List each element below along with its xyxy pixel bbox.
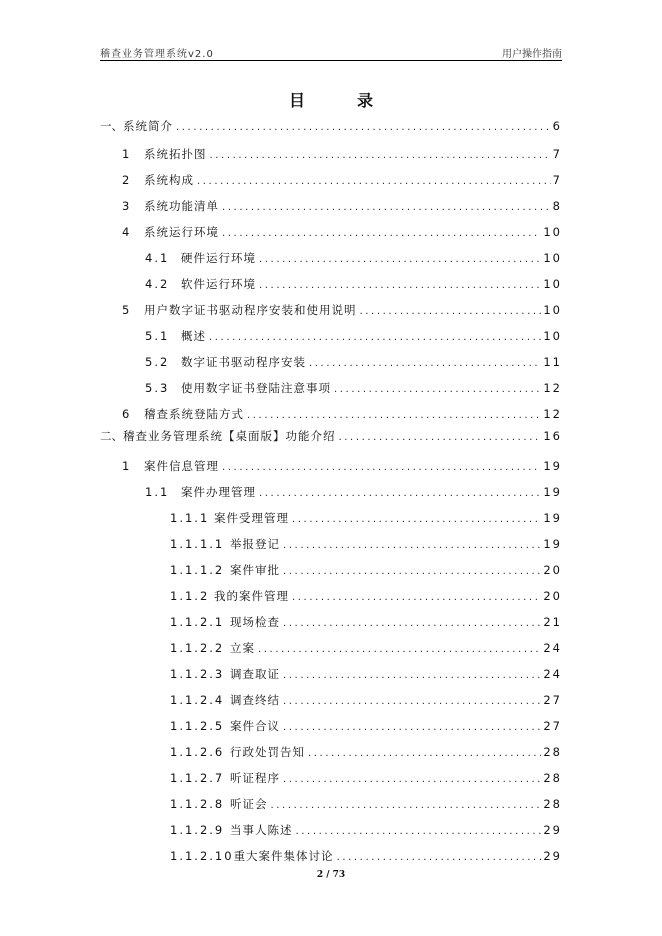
toc-entry-page: 8	[552, 199, 562, 213]
toc-entry-number: 4	[122, 225, 130, 239]
toc-entry[interactable]	[122, 172, 562, 188]
toc-entry-page: 11	[543, 355, 562, 369]
toc-entry-page: 7	[552, 173, 562, 187]
toc-leader-dots	[197, 176, 551, 187]
toc-entry-page: 28	[543, 745, 562, 759]
header-guide-title: 用户操作指南	[502, 49, 562, 60]
toc-leader-dots	[360, 306, 542, 317]
toc-entry-number: 1.1.2.7	[170, 771, 225, 785]
toc-leader-dots	[309, 358, 541, 369]
toc-entry[interactable]	[122, 458, 562, 474]
toc-entry-number: 3	[122, 199, 130, 213]
toc-entry-number: 5.2	[145, 355, 170, 369]
toc-entry[interactable]	[122, 406, 562, 422]
toc-entry-label: 数字证书驱动程序安装	[181, 355, 306, 369]
toc-entry[interactable]	[170, 770, 562, 786]
toc-entry[interactable]	[170, 510, 562, 526]
toc-entry[interactable]	[170, 666, 562, 682]
toc-leader-dots	[259, 254, 541, 265]
toc-leader-dots	[259, 280, 541, 291]
toc-leader-dots	[259, 488, 541, 499]
header-doc-title: 稽查业务管理系统v2.0	[100, 49, 214, 60]
toc-entry-label: 听证会	[230, 797, 268, 811]
toc-entry-number: 5.1	[145, 329, 170, 343]
toc-entry[interactable]	[100, 428, 562, 444]
toc-entry-label: 硬件运行环境	[181, 251, 256, 265]
toc-entry-page: 19	[543, 459, 562, 473]
toc-entry-page: 27	[543, 693, 562, 707]
toc-entry-label: 用户数字证书驱动程序安装和使用说明	[144, 303, 357, 317]
toc-leader-dots	[334, 384, 541, 395]
toc-entry-label: 使用数字证书登陆注意事项	[181, 381, 331, 395]
toc-entry-number: 1.1.1	[170, 511, 210, 525]
toc-entry[interactable]	[145, 276, 562, 292]
toc-entry-number: 4.1	[145, 251, 170, 265]
toc-leader-dots	[283, 540, 541, 551]
toc-entry-number: 1	[122, 459, 130, 473]
toc-entry[interactable]	[170, 562, 562, 578]
toc-entry-label: 调查取证	[230, 667, 280, 681]
toc-entry-number: 1.1.2	[170, 589, 210, 603]
toc-entry[interactable]	[145, 354, 562, 370]
toc-entry[interactable]	[170, 640, 562, 656]
toc-entry-number: 一、	[100, 119, 123, 133]
toc-entry-page: 12	[543, 381, 562, 395]
toc-entry[interactable]	[145, 484, 562, 500]
toc-entry[interactable]	[170, 796, 562, 812]
toc-entry-page: 19	[543, 537, 562, 551]
toc-leader-dots	[210, 150, 551, 161]
toc-entry-number: 1.1.2.9	[170, 823, 225, 837]
toc-entry-number: 二、	[100, 429, 123, 443]
toc-entry-label: 案件受理管理	[214, 511, 289, 525]
toc-entry-label: 调查终结	[230, 693, 280, 707]
toc-leader-dots	[247, 410, 541, 421]
toc-entry-label: 听证程序	[230, 771, 280, 785]
toc-leader-dots	[296, 826, 542, 837]
toc-entry-page: 20	[543, 589, 562, 603]
toc-entry-label: 概述	[181, 329, 206, 343]
toc-entry-page: 27	[543, 719, 562, 733]
toc-entry-label: 立案	[230, 641, 255, 655]
toc-entry-page: 12	[543, 407, 562, 421]
toc-leader-dots	[222, 202, 551, 213]
toc-entry-number: 5.3	[145, 381, 170, 395]
toc-entry-label: 重大案件集体讨论	[233, 849, 334, 863]
toc-leader-dots	[308, 748, 541, 759]
toc-entry-label: 案件合议	[230, 719, 280, 733]
toc-entry[interactable]	[170, 848, 562, 864]
toc-entry-label: 系统功能清单	[144, 199, 219, 213]
toc-entry[interactable]	[170, 692, 562, 708]
toc-entry-label: 现场检查	[230, 615, 280, 629]
toc-entry-number: 4.2	[145, 277, 170, 291]
toc-entry-page: 28	[543, 797, 562, 811]
toc-entry[interactable]	[145, 250, 562, 266]
toc-leader-dots	[209, 332, 541, 343]
toc-entry-label: 举报登记	[230, 537, 280, 551]
toc-leader-dots	[337, 852, 542, 863]
toc-entry-number: 1.1.1.1	[170, 537, 225, 551]
toc-entry-page: 24	[543, 667, 562, 681]
toc-entry[interactable]	[170, 614, 562, 630]
toc-entry-number: 1.1.2.5	[170, 719, 225, 733]
toc-entry-label: 软件运行环境	[181, 277, 256, 291]
toc-entry[interactable]	[170, 822, 562, 838]
toc-entry-label: 系统拓扑图	[144, 147, 207, 161]
toc-entry[interactable]	[145, 380, 562, 396]
toc-leader-dots	[222, 228, 541, 239]
toc-entry-page: 10	[543, 303, 562, 317]
toc-entry-page: 29	[543, 849, 562, 863]
toc-entry-number: 1.1.2.2	[170, 641, 225, 655]
toc-entry-number: 6	[122, 407, 130, 421]
toc-leader-dots	[176, 122, 551, 133]
toc-entry-label: 系统简介	[123, 119, 173, 133]
toc-entry-page: 28	[543, 771, 562, 785]
toc-leader-dots	[292, 592, 541, 603]
toc-entry-page: 19	[543, 485, 562, 499]
toc-entry-label: 行政处罚告知	[230, 745, 305, 759]
toc-title: 目 录	[288, 91, 391, 110]
toc-entry-page: 24	[543, 641, 562, 655]
page-number: 2 / 73	[316, 870, 346, 880]
toc-leader-dots	[283, 618, 541, 629]
toc-entry[interactable]	[170, 718, 562, 734]
toc-leader-dots	[292, 514, 541, 525]
toc-entry-label: 案件办理管理	[181, 485, 256, 499]
toc-entry-label: 稽查系统登陆方式	[144, 407, 244, 421]
toc-entry-number: 1.1.2.8	[170, 797, 225, 811]
toc-entry-number: 1.1.2.10	[170, 849, 234, 863]
toc-leader-dots	[283, 670, 541, 681]
toc-entry[interactable]	[170, 744, 562, 760]
toc-entry[interactable]	[122, 146, 562, 162]
toc-leader-dots	[271, 800, 542, 811]
toc-entry-number: 1.1.2.3	[170, 667, 225, 681]
toc-entry[interactable]	[122, 302, 562, 318]
toc-entry-label: 系统运行环境	[144, 225, 219, 239]
toc-entry-label: 案件审批	[230, 563, 280, 577]
toc-entry-page: 21	[543, 615, 562, 629]
toc-entry[interactable]	[145, 328, 562, 344]
toc-entry-label: 稽查业务管理系统【桌面版】功能介绍	[123, 429, 336, 443]
toc-entry[interactable]	[100, 118, 562, 134]
toc-entry-page: 10	[543, 251, 562, 265]
toc-leader-dots	[222, 462, 541, 473]
toc-entry-label: 系统构成	[144, 173, 194, 187]
toc-entry-page: 10	[543, 277, 562, 291]
toc-entry-page: 19	[543, 511, 562, 525]
toc-entry-page: 10	[543, 329, 562, 343]
toc-entry-label: 当事人陈述	[230, 823, 293, 837]
toc-leader-dots	[283, 566, 541, 577]
toc-entry[interactable]	[122, 224, 562, 240]
toc-leader-dots	[283, 774, 541, 785]
toc-entry-page: 29	[543, 823, 562, 837]
toc-entry-number: 1.1	[145, 485, 170, 499]
toc-entry[interactable]	[170, 536, 562, 552]
toc-entry-page: 20	[543, 563, 562, 577]
toc-entry[interactable]	[122, 198, 562, 214]
toc-entry-number: 1.1.1.2	[170, 563, 225, 577]
toc-entry[interactable]	[170, 588, 562, 604]
toc-entry-number: 1.1.2.4	[170, 693, 225, 707]
toc-leader-dots	[258, 644, 541, 655]
toc-entry-number: 1	[122, 147, 130, 161]
toc-leader-dots	[283, 696, 541, 707]
toc-entry-page: 6	[552, 119, 562, 133]
toc-leader-dots	[339, 432, 542, 443]
toc-entry-page: 16	[543, 429, 562, 443]
toc-entry-number: 1.1.2.1	[170, 615, 225, 629]
toc-entry-page: 10	[543, 225, 562, 239]
toc-entry-number: 2	[122, 173, 130, 187]
toc-entry-number: 1.1.2.6	[170, 745, 225, 759]
toc-entry-label: 案件信息管理	[144, 459, 219, 473]
toc-entry-page: 7	[552, 147, 562, 161]
toc-entry-number: 5	[122, 303, 130, 317]
toc-leader-dots	[283, 722, 541, 733]
toc-entry-label: 我的案件管理	[214, 589, 289, 603]
